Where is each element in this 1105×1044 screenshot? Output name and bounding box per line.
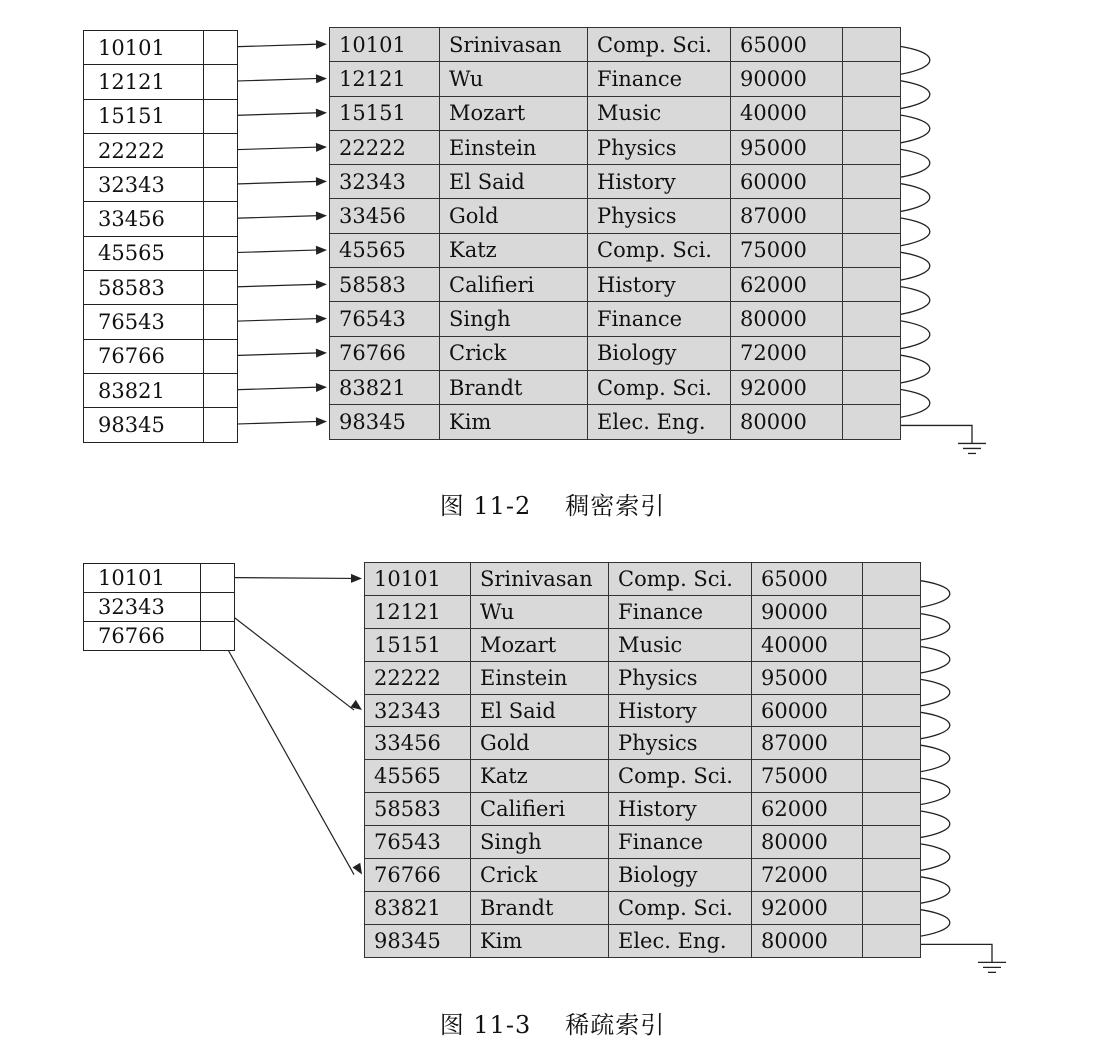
index-key: 76766	[84, 339, 204, 373]
index-pointer-cell	[201, 593, 235, 622]
record-name: Einstein	[440, 130, 588, 164]
index-pointer-cell	[204, 236, 238, 270]
record-dept: History	[588, 165, 731, 199]
record-dept: Physics	[588, 199, 731, 233]
index-pointer-arrowhead	[316, 280, 327, 289]
record-next-pointer	[843, 165, 901, 199]
record-next-pointer	[843, 96, 901, 130]
record-id: 58583	[365, 793, 471, 826]
index-pointer-cell	[204, 339, 238, 373]
index-key: 76543	[84, 305, 204, 339]
record-name: Califieri	[440, 268, 588, 302]
record-row	[330, 28, 901, 62]
record-name: Wu	[471, 595, 609, 628]
record-salary: 92000	[752, 891, 863, 924]
record-next-pointer	[863, 859, 921, 892]
index-entry	[84, 408, 238, 442]
index-pointer-cell	[204, 65, 238, 99]
dense-record-file	[329, 27, 901, 440]
record-dept: History	[588, 268, 731, 302]
record-row	[330, 199, 901, 233]
index-key: 15151	[84, 99, 204, 133]
record-name: Crick	[471, 859, 609, 892]
index-key: 10101	[84, 564, 201, 593]
record-salary: 75000	[752, 760, 863, 793]
index-pointer-arrowhead	[353, 863, 362, 875]
index-pointer-arrowhead	[316, 246, 327, 255]
record-name: Einstein	[471, 661, 609, 694]
record-next-pointer	[863, 628, 921, 661]
sparse-index-caption	[0, 1005, 1105, 1040]
index-pointer-cell	[204, 99, 238, 133]
record-name: Brandt	[440, 370, 588, 404]
index-key: 83821	[84, 373, 204, 407]
record-salary: 65000	[731, 28, 843, 62]
index-pointer-arrowhead	[316, 383, 327, 392]
index-key: 22222	[84, 133, 204, 167]
record-name: Katz	[440, 233, 588, 267]
record-salary: 40000	[731, 96, 843, 130]
record-row	[365, 628, 921, 661]
record-id: 98345	[330, 405, 440, 439]
index-pointer-arrowhead	[316, 74, 327, 83]
record-id: 45565	[330, 233, 440, 267]
index-pointer-arrowhead	[316, 349, 327, 358]
record-dept: Finance	[609, 595, 752, 628]
record-next-pointer	[863, 826, 921, 859]
record-next-pointer	[843, 28, 901, 62]
index-pointer-arrowhead	[316, 211, 327, 220]
index-pointer-arrowhead	[350, 700, 362, 710]
record-row	[330, 268, 901, 302]
index-pointer-cell	[204, 133, 238, 167]
record-id: 32343	[330, 165, 440, 199]
record-id: 76766	[330, 336, 440, 370]
index-pointer-cell	[201, 564, 235, 593]
record-salary: 87000	[731, 199, 843, 233]
record-id: 45565	[365, 760, 471, 793]
index-entry	[84, 65, 238, 99]
record-id: 76543	[330, 302, 440, 336]
record-row	[365, 793, 921, 826]
record-row	[330, 62, 901, 96]
record-salary: 92000	[731, 370, 843, 404]
record-id: 98345	[365, 924, 471, 957]
index-key: 12121	[84, 65, 204, 99]
record-salary: 90000	[752, 595, 863, 628]
index-key: 32343	[84, 168, 204, 202]
index-entry	[84, 593, 235, 622]
record-id: 33456	[365, 727, 471, 760]
record-row	[365, 859, 921, 892]
index-pointer-cell	[204, 305, 238, 339]
index-entry	[84, 271, 238, 305]
index-pointer-cell	[204, 408, 238, 442]
record-id: 15151	[330, 96, 440, 130]
record-salary: 72000	[731, 336, 843, 370]
dense-index-caption	[0, 486, 1105, 521]
record-salary: 75000	[731, 233, 843, 267]
record-dept: History	[609, 694, 752, 727]
record-next-pointer	[863, 760, 921, 793]
index-pointer-cell	[204, 271, 238, 305]
record-id: 32343	[365, 694, 471, 727]
index-entry	[84, 564, 235, 593]
record-dept: Elec. Eng.	[588, 405, 731, 439]
record-row	[365, 661, 921, 694]
record-next-pointer	[843, 268, 901, 302]
record-dept: Biology	[588, 336, 731, 370]
record-salary: 90000	[731, 62, 843, 96]
index-entry	[84, 133, 238, 167]
record-next-pointer	[843, 62, 901, 96]
index-pointer-link	[220, 636, 354, 875]
record-dept: Comp. Sci.	[588, 370, 731, 404]
index-pointer-cell	[204, 202, 238, 236]
index-entry	[84, 202, 238, 236]
sparse-record-file	[364, 562, 921, 958]
record-row	[365, 891, 921, 924]
record-row	[365, 727, 921, 760]
record-name: Srinivasan	[471, 563, 609, 596]
record-name: Gold	[471, 727, 609, 760]
index-key: 10101	[84, 31, 204, 65]
index-pointer-arrowhead	[316, 109, 327, 118]
record-salary: 40000	[752, 628, 863, 661]
record-name: Singh	[471, 826, 609, 859]
record-id: 10101	[330, 28, 440, 62]
record-row	[365, 563, 921, 596]
record-row	[330, 130, 901, 164]
record-salary: 95000	[731, 130, 843, 164]
caption-number: 图 11-3	[439, 1011, 532, 1039]
record-dept: Biology	[609, 859, 752, 892]
record-id: 83821	[330, 370, 440, 404]
index-pointer-arrowhead	[316, 177, 327, 186]
dense-index-table	[83, 30, 238, 443]
record-salary: 60000	[752, 694, 863, 727]
index-entry	[84, 373, 238, 407]
record-next-pointer	[843, 336, 901, 370]
record-id: 33456	[330, 199, 440, 233]
caption-number: 图 11-2	[439, 492, 532, 520]
record-salary: 80000	[752, 826, 863, 859]
record-row	[330, 405, 901, 439]
record-name: Brandt	[471, 891, 609, 924]
record-name: Crick	[440, 336, 588, 370]
record-next-pointer	[863, 891, 921, 924]
record-dept: Physics	[609, 727, 752, 760]
record-next-pointer	[843, 199, 901, 233]
record-name: Katz	[471, 760, 609, 793]
record-row	[365, 595, 921, 628]
record-next-pointer	[843, 302, 901, 336]
sparse-index-figure	[0, 545, 1105, 1044]
index-pointer-arrowhead	[316, 314, 327, 323]
index-key: 58583	[84, 271, 204, 305]
index-key: 45565	[84, 236, 204, 270]
record-salary: 80000	[731, 302, 843, 336]
record-id: 22222	[330, 130, 440, 164]
index-entry	[84, 622, 235, 651]
index-pointer-cell	[204, 31, 238, 65]
record-salary: 87000	[752, 727, 863, 760]
index-entry	[84, 236, 238, 270]
record-row	[365, 760, 921, 793]
record-salary: 80000	[752, 924, 863, 957]
record-next-pointer	[843, 405, 901, 439]
record-row	[330, 96, 901, 130]
record-row	[365, 694, 921, 727]
record-dept: Music	[588, 96, 731, 130]
record-salary: 65000	[752, 563, 863, 596]
index-entry	[84, 31, 238, 65]
record-dept: Finance	[609, 826, 752, 859]
record-salary: 72000	[752, 859, 863, 892]
record-dept: Finance	[588, 302, 731, 336]
index-pointer-arrowhead	[351, 574, 362, 583]
record-next-pointer	[863, 563, 921, 596]
record-id: 76543	[365, 826, 471, 859]
record-id: 12121	[330, 62, 440, 96]
record-next-pointer	[863, 727, 921, 760]
record-row	[330, 165, 901, 199]
record-row	[330, 370, 901, 404]
record-salary: 80000	[731, 405, 843, 439]
caption-title: 稠密索引	[565, 492, 666, 520]
record-next-pointer	[863, 661, 921, 694]
record-dept: Physics	[609, 661, 752, 694]
index-entry	[84, 339, 238, 373]
index-entry	[84, 99, 238, 133]
record-name: Gold	[440, 199, 588, 233]
record-next-pointer	[843, 130, 901, 164]
record-salary: 62000	[752, 793, 863, 826]
index-key: 33456	[84, 202, 204, 236]
index-key: 32343	[84, 593, 201, 622]
record-id: 22222	[365, 661, 471, 694]
index-pointer-link	[220, 607, 354, 711]
record-row	[365, 924, 921, 957]
record-row	[330, 233, 901, 267]
index-pointer-arrowhead	[316, 40, 327, 49]
record-dept: Comp. Sci.	[609, 891, 752, 924]
record-name: Mozart	[471, 628, 609, 661]
index-pointer-cell	[201, 622, 235, 651]
sparse-index-table	[83, 563, 235, 651]
record-next-pointer	[863, 793, 921, 826]
record-name: Wu	[440, 62, 588, 96]
record-id: 83821	[365, 891, 471, 924]
record-dept: Finance	[588, 62, 731, 96]
record-next-pointer	[843, 370, 901, 404]
record-id: 10101	[365, 563, 471, 596]
index-key: 98345	[84, 408, 204, 442]
index-pointer-cell	[204, 373, 238, 407]
record-dept: Comp. Sci.	[609, 563, 752, 596]
record-name: Kim	[440, 405, 588, 439]
record-name: Singh	[440, 302, 588, 336]
record-row	[365, 826, 921, 859]
caption-title: 稀疏索引	[565, 1011, 666, 1039]
record-id: 12121	[365, 595, 471, 628]
record-next-pointer	[863, 694, 921, 727]
record-dept: Comp. Sci.	[609, 760, 752, 793]
record-name: Mozart	[440, 96, 588, 130]
record-next-pointer	[843, 233, 901, 267]
record-id: 15151	[365, 628, 471, 661]
index-pointer-arrowhead	[316, 143, 327, 152]
index-key: 76766	[84, 622, 201, 651]
record-dept: Physics	[588, 130, 731, 164]
record-name: Kim	[471, 924, 609, 957]
record-next-pointer	[863, 924, 921, 957]
record-id: 76766	[365, 859, 471, 892]
index-entry	[84, 305, 238, 339]
record-name: El Said	[440, 165, 588, 199]
record-next-pointer	[863, 595, 921, 628]
record-row	[330, 336, 901, 370]
index-pointer-cell	[204, 168, 238, 202]
record-dept: Elec. Eng.	[609, 924, 752, 957]
record-dept: Music	[609, 628, 752, 661]
record-dept: History	[609, 793, 752, 826]
record-salary: 62000	[731, 268, 843, 302]
index-pointer-arrowhead	[316, 417, 327, 426]
record-dept: Comp. Sci.	[588, 233, 731, 267]
record-id: 58583	[330, 268, 440, 302]
index-pointer-link	[220, 578, 354, 579]
record-name: Califieri	[471, 793, 609, 826]
record-name: El Said	[471, 694, 609, 727]
record-row	[330, 302, 901, 336]
record-salary: 60000	[731, 165, 843, 199]
record-salary: 95000	[752, 661, 863, 694]
record-dept: Comp. Sci.	[588, 28, 731, 62]
index-entry	[84, 168, 238, 202]
record-name: Srinivasan	[440, 28, 588, 62]
